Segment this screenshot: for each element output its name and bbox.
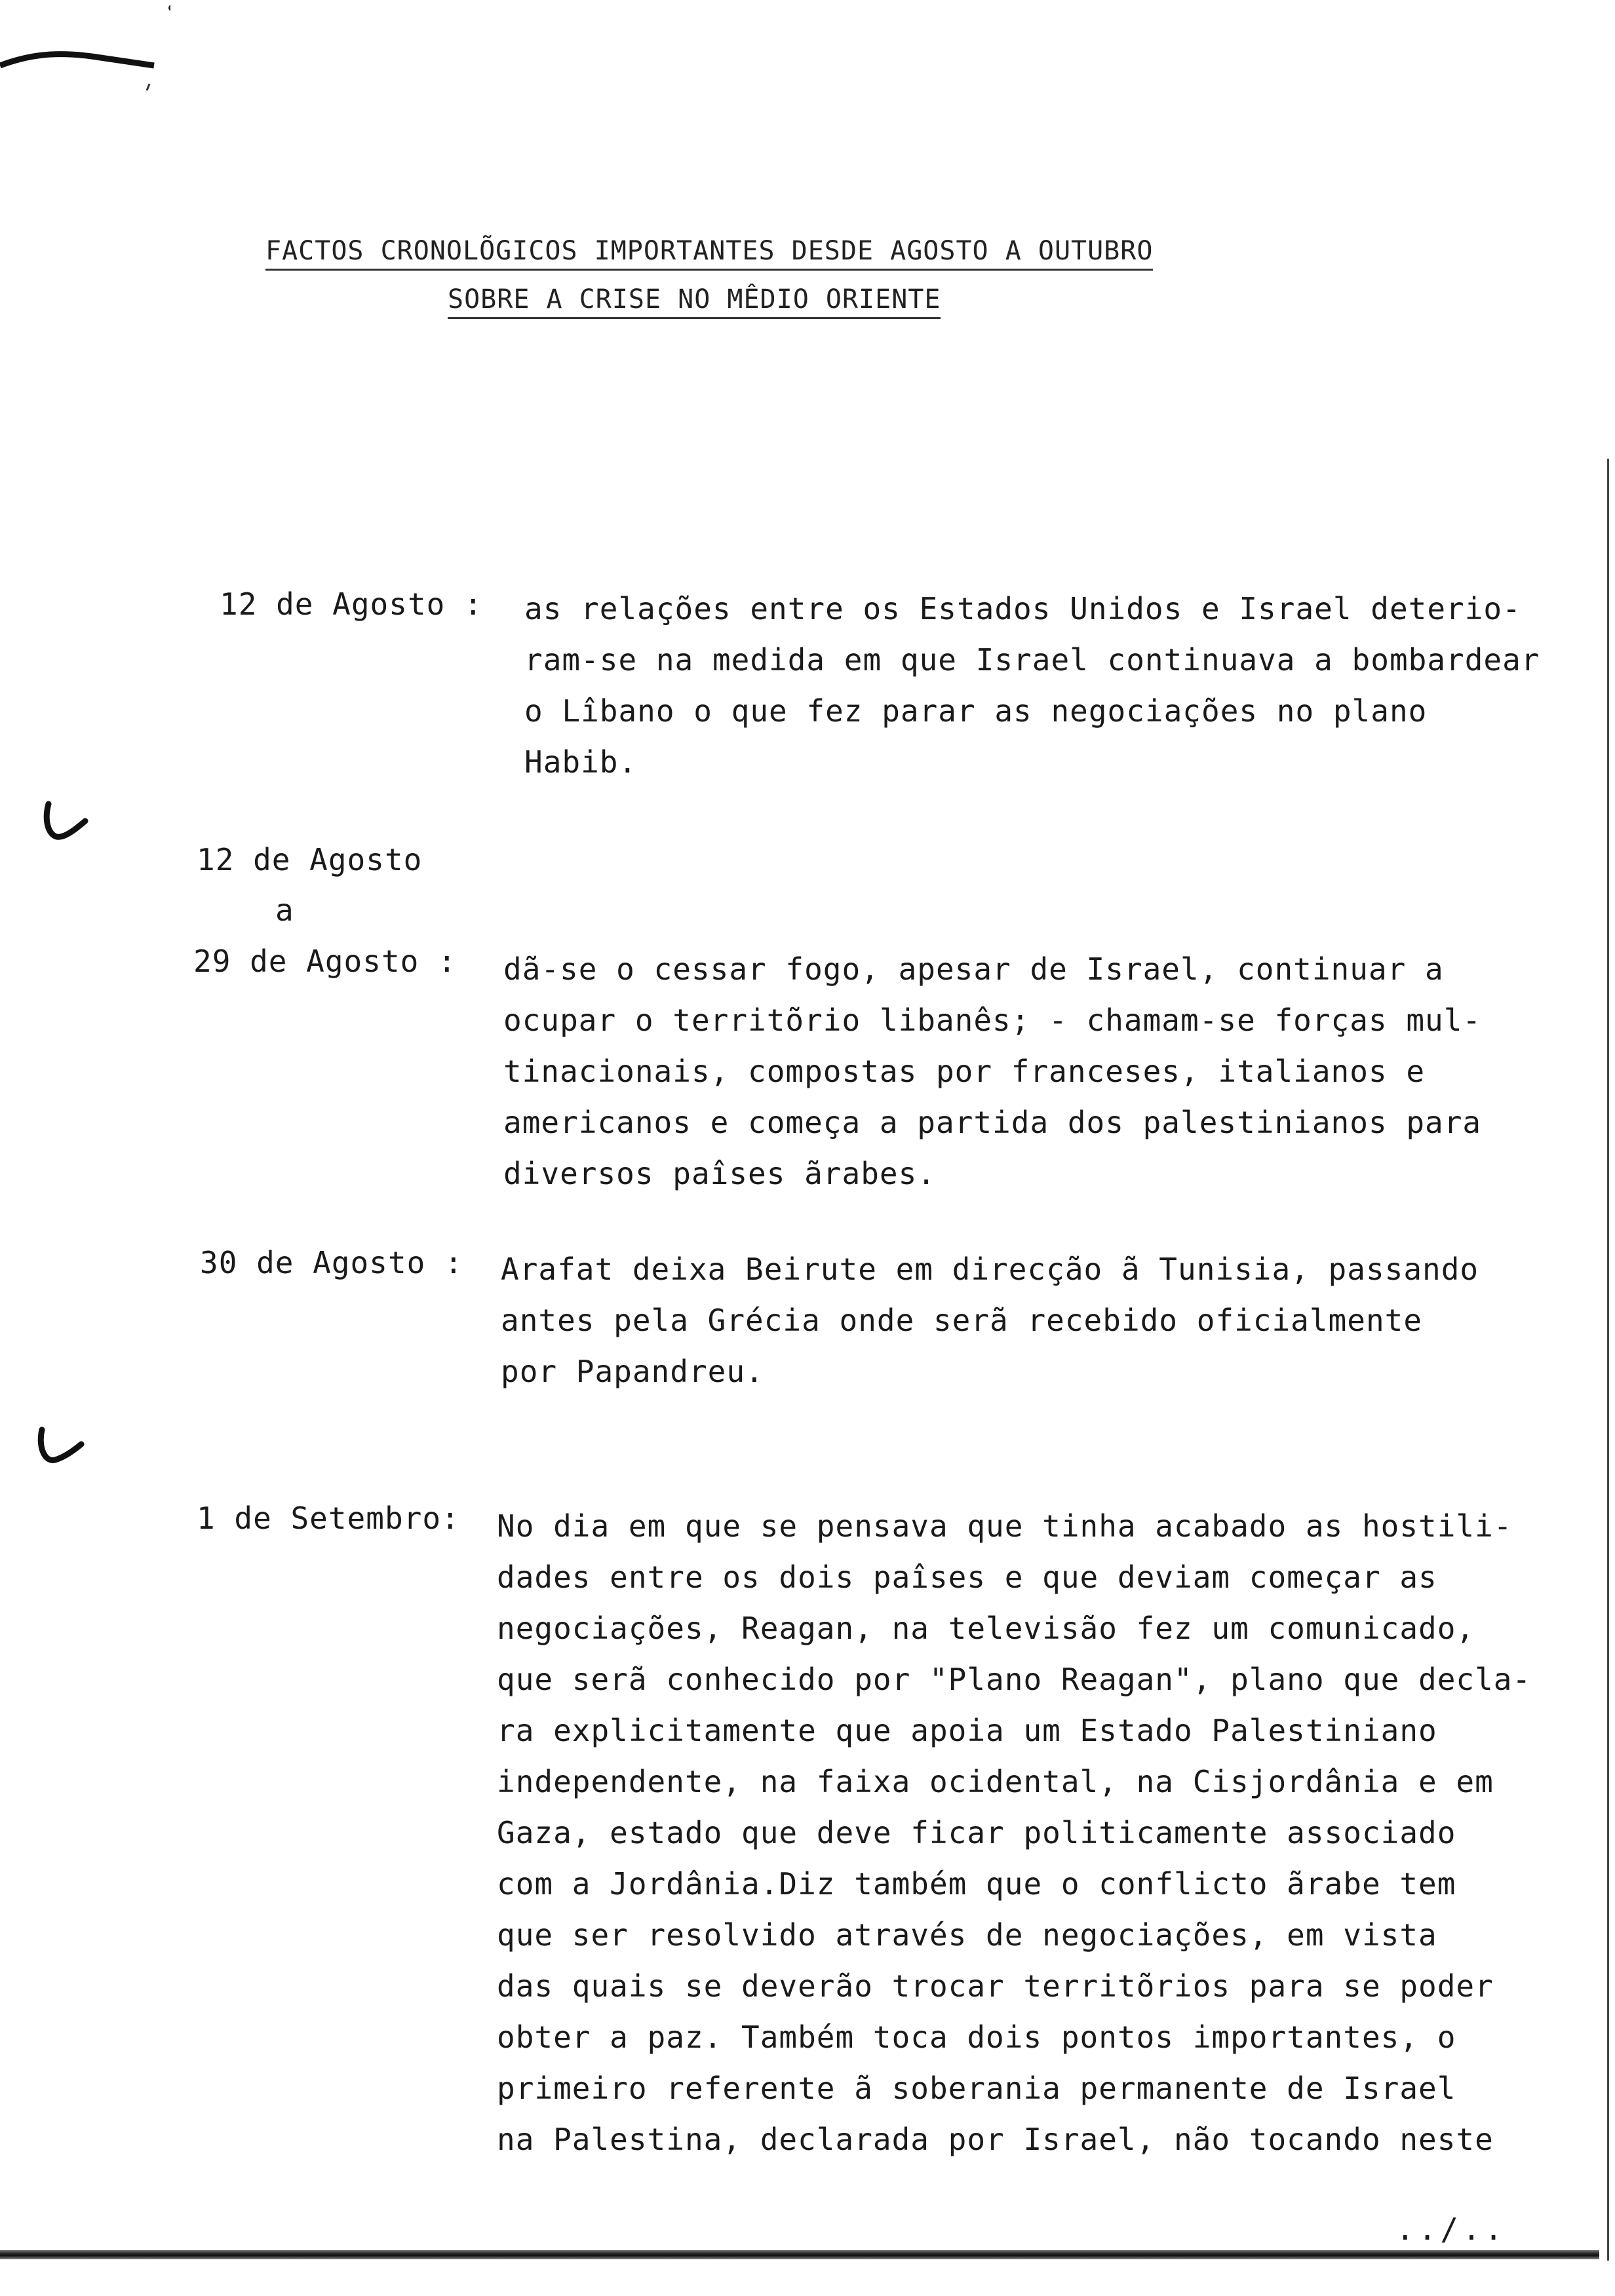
entry-line: por Papandreu.	[501, 1354, 764, 1389]
check-mark-1	[39, 796, 98, 855]
entry-line: das quais se deverão trocar territõrios para se poder	[497, 1968, 1494, 2004]
entry-line: No dia em que se pensava que tinha acabado as hostili-	[497, 1508, 1513, 1544]
document-title-line-2	[448, 284, 941, 315]
entry-text	[503, 944, 1481, 1199]
entry-line: dã-se o cessar fogo, apesar de Israel, continuar a	[503, 951, 1444, 987]
entry-line: Gaza, estado que deve ficar politicamente associado	[497, 1815, 1456, 1850]
entry-line: com a Jordânia.Diz também que o conflicto ãrabe tem	[497, 1866, 1456, 1902]
entry-line: ram-se na medida em que Israel continuava a bombardear	[524, 642, 1540, 678]
entry-line: americanos e começa a partida dos palestinianos para	[503, 1105, 1482, 1140]
entry-date: 1 de Setembro:	[197, 1501, 460, 1536]
entry-line: antes pela Grécia onde serã recebido oficialmente	[501, 1303, 1423, 1338]
page-continuation: ../..	[1396, 2211, 1507, 2247]
entry-date-range-start: 12 de Agosto	[197, 842, 423, 877]
entry-line: Arafat deixa Beirute em direcção ã Tunisia, passando	[501, 1252, 1479, 1287]
scan-bottom-edge	[0, 2250, 1599, 2259]
document-title-line-1	[265, 236, 1153, 266]
title-text-2: SOBRE A CRISE NO MÊDIO ORIENTE	[448, 284, 941, 319]
entry-line: obter a paz. Também toca dois pontos importantes, o	[497, 2019, 1456, 2055]
entry-text	[524, 583, 1540, 788]
entry-text	[501, 1244, 1479, 1397]
check-mark-2	[33, 1422, 92, 1481]
scan-right-edge	[1607, 459, 1609, 2261]
entry-line: ra explicitamente que apoia um Estado Palestiniano	[497, 1713, 1437, 1748]
entry-date: 12 de Agosto :	[220, 586, 483, 622]
entry-line: negociações, Reagan, na televisão fez um comunicado,	[497, 1611, 1475, 1646]
entry-line: dades entre os dois paîses e que deviam começar as	[497, 1559, 1437, 1595]
scan-mark-top-left	[0, 0, 170, 111]
title-text-1: FACTOS CRONOLÕGICOS IMPORTANTES DESDE AGOSTO A OUTUBRO	[265, 236, 1153, 271]
entry-line: diversos paîses ãrabes.	[503, 1156, 936, 1191]
entry-line: Habib.	[524, 744, 638, 780]
entry-line: que ser resolvido através de negociações, em vista	[497, 1917, 1437, 1953]
entry-line: as relações entre os Estados Unidos e Israel deterio-	[524, 591, 1521, 626]
entry-line: primeiro referente ã soberania permanente de Israel	[497, 2071, 1456, 2106]
entry-line: que serã conhecido por "Plano Reagan", plano que decla-	[497, 1662, 1532, 1697]
entry-line: o Lîbano o que fez parar as negociações no plano	[524, 693, 1428, 729]
entry-line: tinacionais, compostas por franceses, italianos e	[503, 1054, 1426, 1089]
entry-line: na Palestina, declarada por Israel, não tocando neste	[497, 2122, 1494, 2157]
entry-line: independente, na faixa ocidental, na Cisjordânia e em	[497, 1764, 1494, 1799]
entry-date: 30 de Agosto :	[200, 1245, 463, 1280]
entry-text	[497, 1501, 1531, 2165]
entry-line: ocupar o territõrio libanês; - chamam-se forças mul-	[503, 1003, 1482, 1038]
entry-date-range-end: 29 de Agosto :	[193, 944, 457, 979]
entry-date-range-separator: a	[275, 892, 294, 928]
